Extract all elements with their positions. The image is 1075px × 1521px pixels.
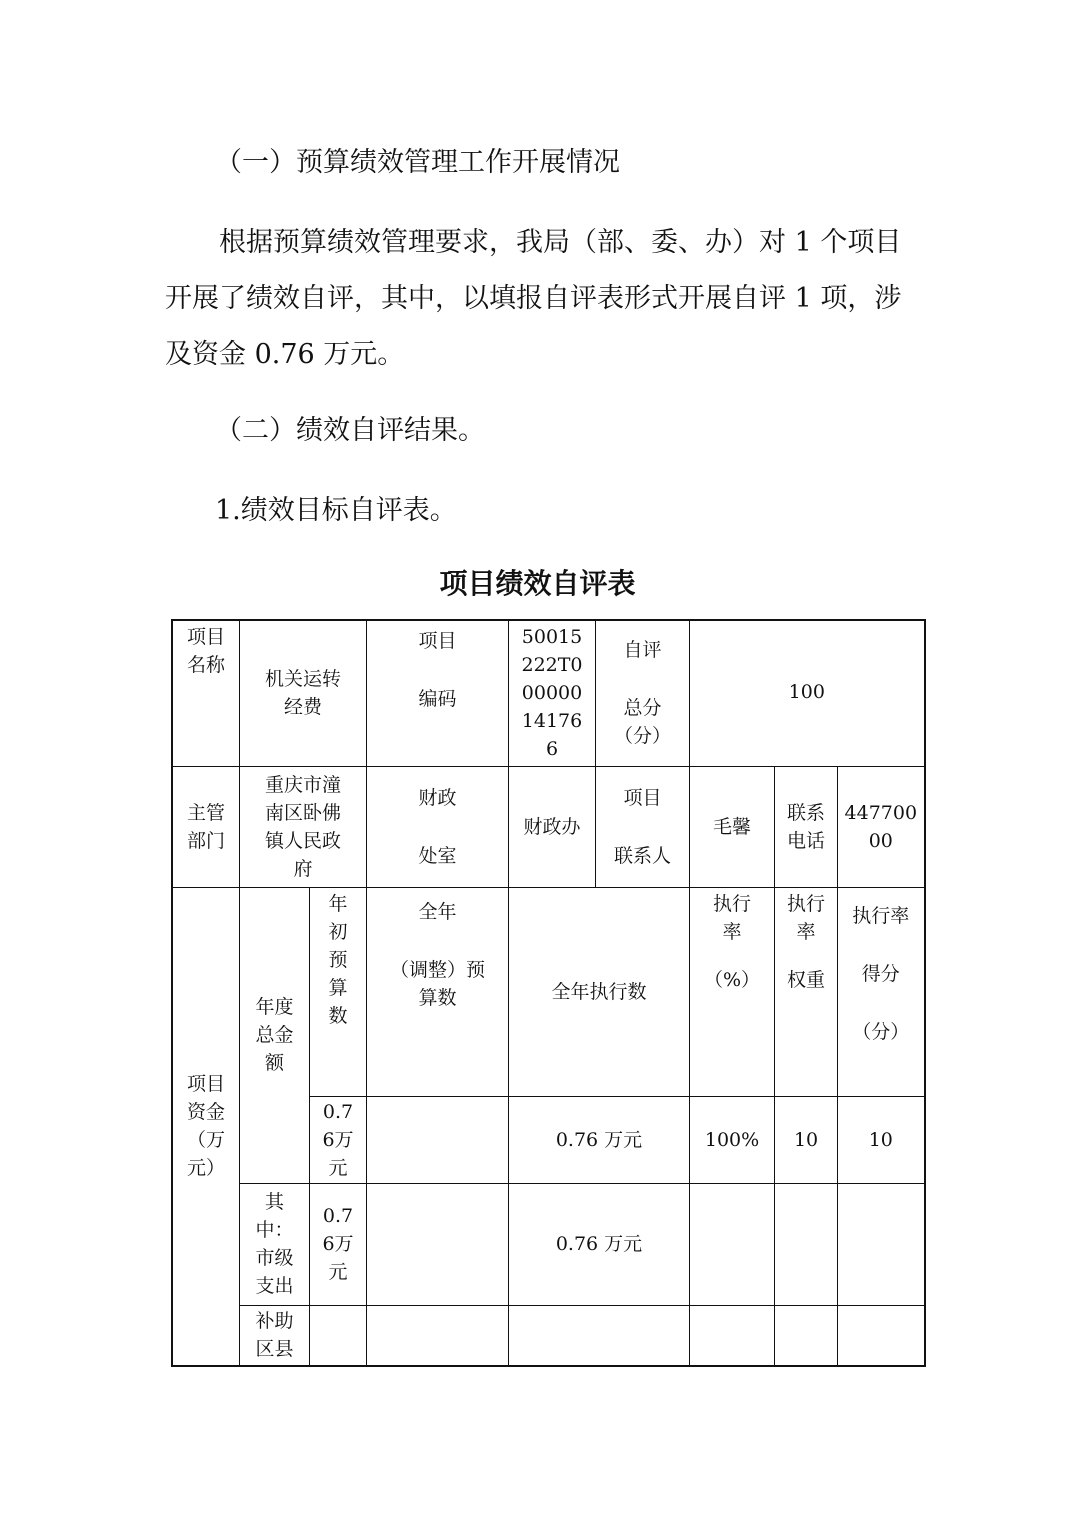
rate-weight-label [775, 887, 838, 1096]
section-2-heading: （二）绩效自评结果。 [215, 415, 485, 446]
county-executed-value [509, 1305, 690, 1366]
project-contact-value: 毛馨 [690, 766, 775, 887]
execution-rate-value: 100% [690, 1096, 775, 1183]
project-contact-label-line2: 联系人 [613, 844, 671, 867]
table-row [172, 766, 925, 887]
adjusted-budget-label-line2: （调整）预算数 [389, 958, 485, 1009]
self-score-label-line1: 自评 [623, 639, 662, 662]
county-initial-budget-value [310, 1305, 367, 1366]
city-rate-weight-value [775, 1183, 838, 1305]
finance-office-label [367, 766, 509, 887]
city-executed-value: 0.76 万元 [509, 1183, 690, 1305]
project-funds-label: 项目资金（万元） [172, 887, 240, 1366]
self-score-value: 100 [690, 620, 925, 766]
annual-executed-value: 0.76 万元 [509, 1096, 690, 1183]
project-contact-label [596, 766, 690, 887]
contact-phone-value: 44770000 [838, 766, 925, 887]
initial-budget-value: 0.76万元 [310, 1096, 367, 1183]
section-1-heading: （一）预算绩效管理工作开展情况 [215, 147, 620, 178]
finance-office-label-line1: 财政 [418, 786, 457, 809]
table-row [172, 620, 925, 766]
execution-rate-label [690, 887, 775, 1096]
city-expenditure-label: 其中：市级支出 [240, 1183, 310, 1305]
county-rate-score-value [838, 1305, 925, 1366]
self-score-label-line2: 总分 [623, 697, 662, 720]
project-code-value: 50015222T000000141766 [509, 620, 596, 766]
county-execution-rate-value [690, 1305, 775, 1366]
rate-score-value: 10 [838, 1096, 925, 1183]
performance-self-evaluation-table [171, 619, 926, 1367]
self-score-label [596, 620, 690, 766]
table-row [172, 1183, 925, 1305]
project-name-label: 项目名称 [172, 620, 240, 766]
city-rate-score-value [838, 1183, 925, 1305]
adjusted-budget-label [367, 887, 509, 1096]
adjusted-budget-value [367, 1096, 509, 1183]
execution-rate-label-line2: （%） [704, 968, 761, 991]
table-title: 项目绩效自评表 [439, 567, 636, 600]
finance-office-label-line2: 处室 [418, 844, 457, 867]
adjusted-budget-label-line1: 全年 [418, 900, 457, 923]
project-name-value: 机关运转经费 [240, 620, 367, 766]
project-contact-label-line1: 项目 [623, 786, 662, 809]
subsection-heading: 1.绩效目标自评表。 [215, 495, 457, 526]
annual-total-label: 年度总金额 [240, 887, 310, 1183]
city-adjusted-budget-value [367, 1183, 509, 1305]
finance-office-value: 财政办 [509, 766, 596, 887]
department-value: 重庆市潼南区卧佛镇人民政府 [240, 766, 367, 887]
county-adjusted-budget-value [367, 1305, 509, 1366]
city-execution-rate-value [690, 1183, 775, 1305]
execution-rate-label-line1: 执行率 [713, 892, 752, 943]
annual-executed-label: 全年执行数 [509, 887, 690, 1096]
initial-budget-label: 年初预算数 [310, 887, 367, 1096]
department-label: 主管部门 [172, 766, 240, 887]
project-code-label [367, 620, 509, 766]
rate-score-label-line3: （分） [852, 1020, 910, 1043]
table-row [172, 1305, 925, 1366]
contact-phone-label: 联系电话 [775, 766, 838, 887]
self-score-label-line3: （分） [613, 725, 671, 748]
county-subsidy-label: 补助区县 [240, 1305, 310, 1366]
section-1-paragraph: 根据预算绩效管理要求，我局（部、委、办）对 1 个项目开展了绩效自评，其中，以填报自评表形式开展自评 1 项，涉及资金 0.76 万元。 [165, 227, 902, 370]
rate-weight-value: 10 [775, 1096, 838, 1183]
rate-score-label-line2: 得分 [861, 962, 900, 985]
project-code-label-line2: 编码 [418, 688, 457, 710]
rate-weight-label-line2: 权重 [787, 968, 826, 991]
rate-score-label-line1: 执行率 [852, 904, 910, 927]
county-rate-weight-value [775, 1305, 838, 1366]
rate-score-label [838, 887, 925, 1096]
city-initial-budget-value: 0.76万元 [310, 1183, 367, 1305]
project-code-label-line1: 项目 [418, 630, 457, 652]
table-row [172, 887, 925, 1096]
rate-weight-label-line1: 执行率 [787, 892, 826, 943]
